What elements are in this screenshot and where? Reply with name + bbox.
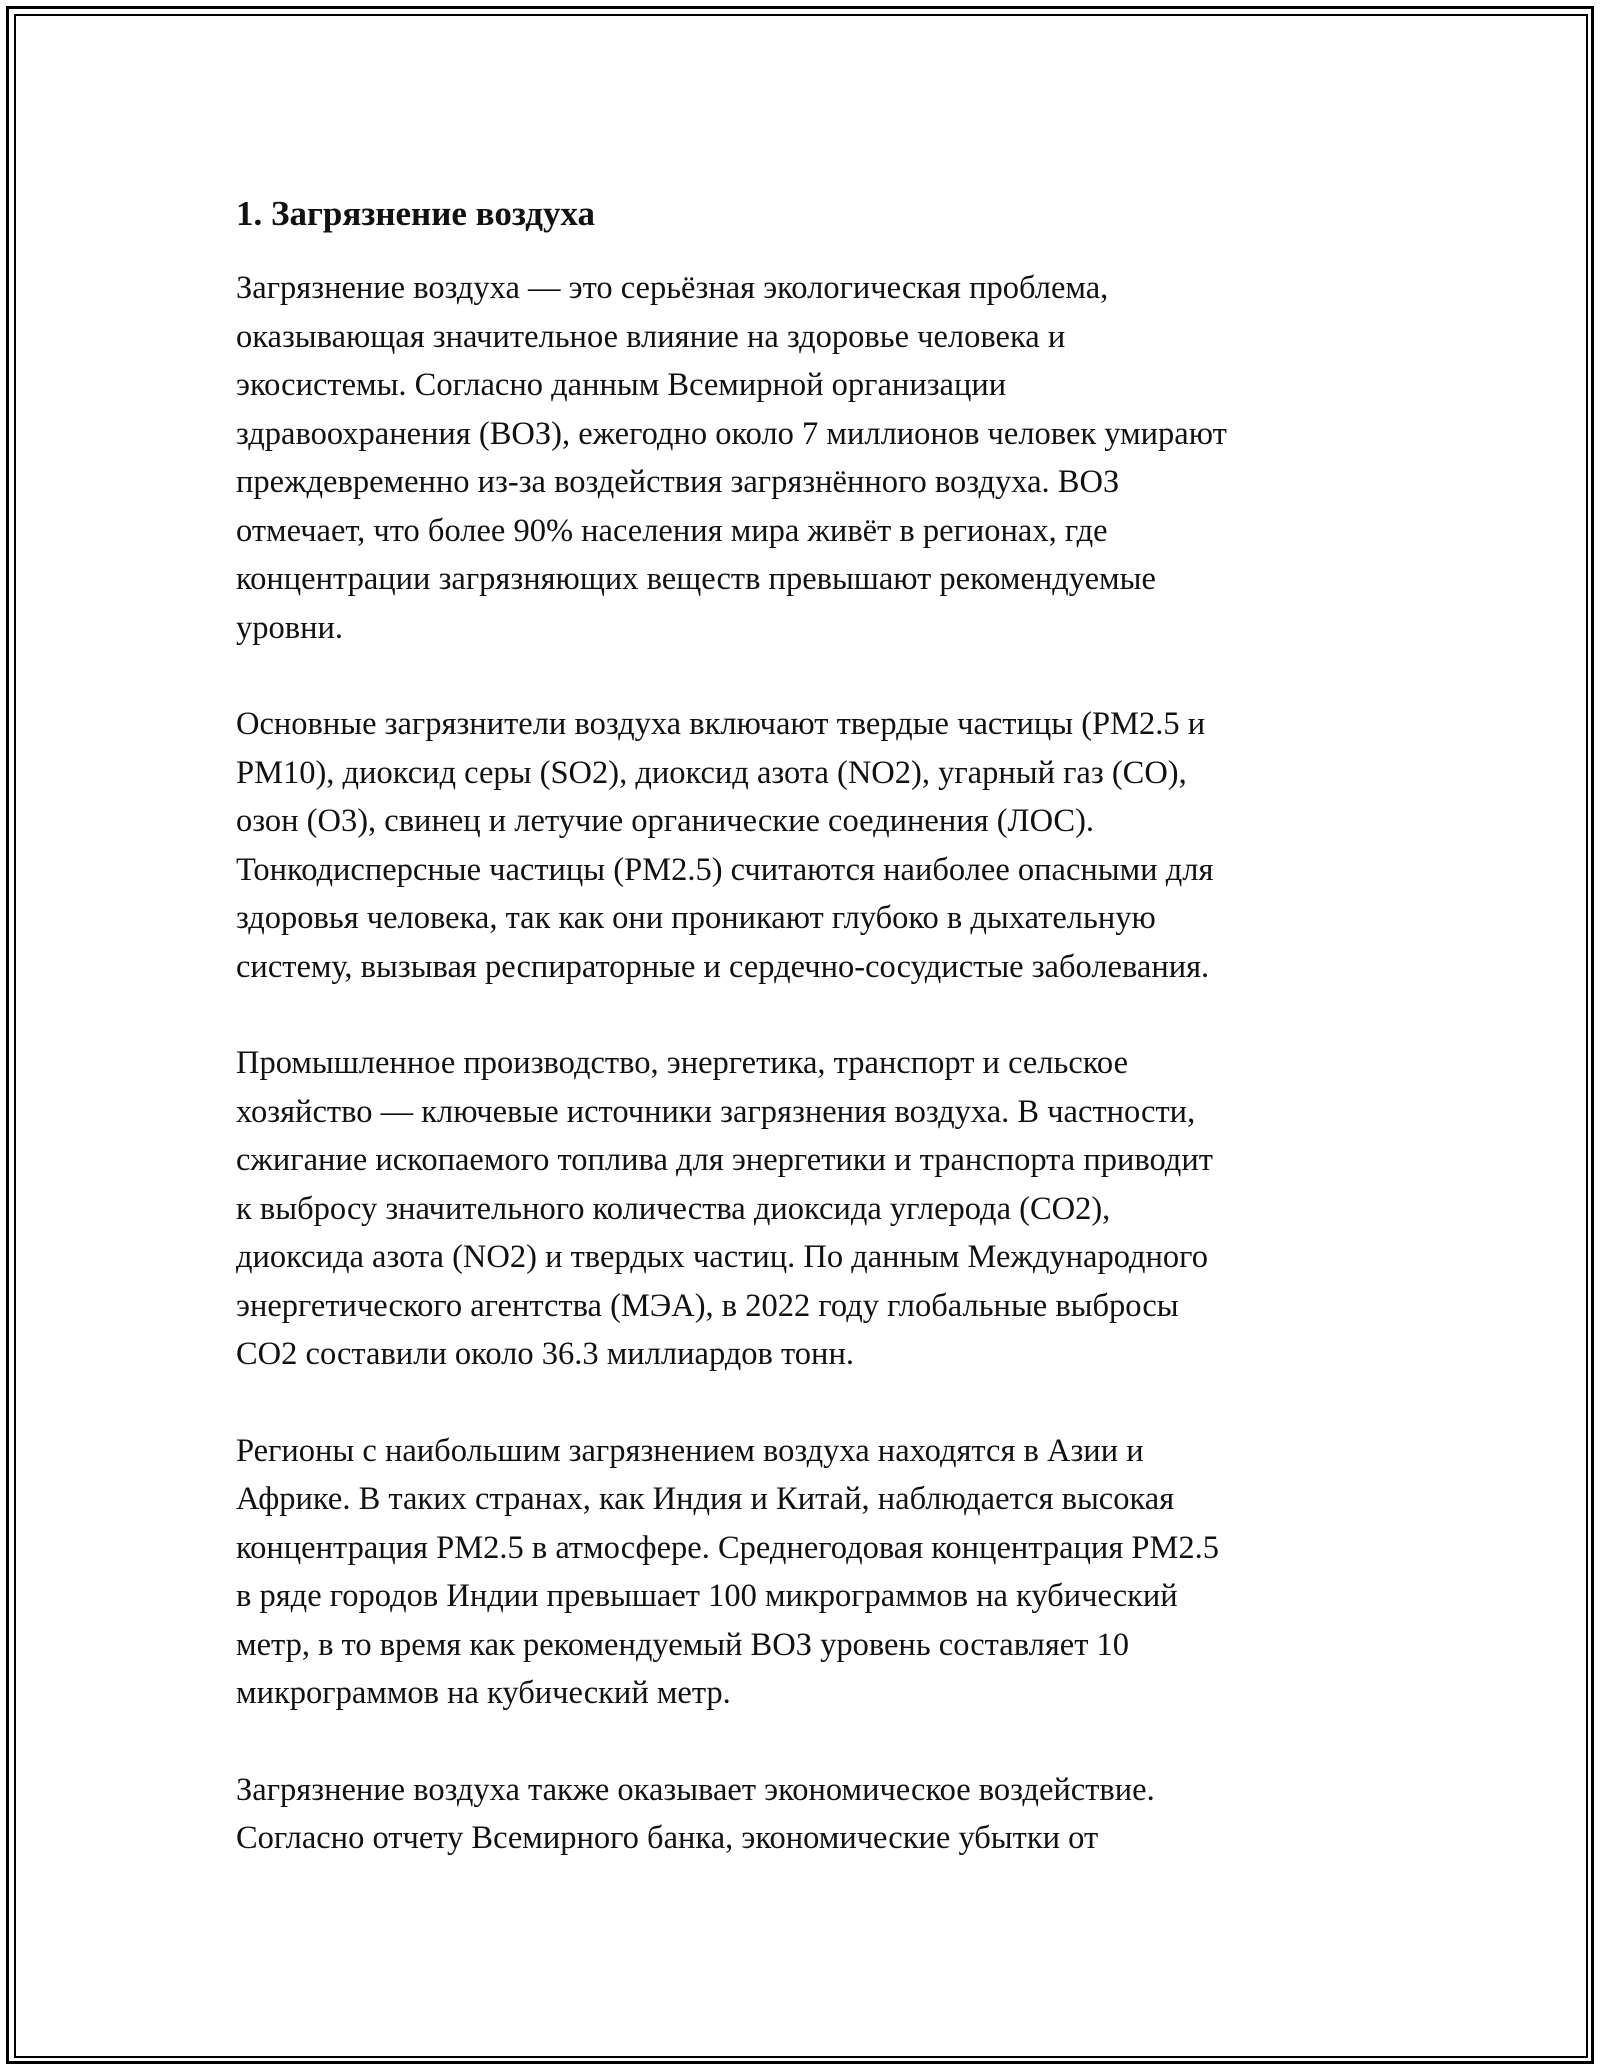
text-line: уровни.	[236, 609, 344, 646]
text-line: Промышленное производство, энергетика, транспорт и сельское	[236, 1045, 1128, 1081]
text-line: Основные загрязнители воздуха включают твердые частицы (PM2.5 и	[236, 706, 1206, 742]
document-body	[236, 186, 1376, 1911]
text-line: Согласно отчету Всемирного банка, экономические убытки от	[236, 1820, 1099, 1856]
text-line: концентрации загрязняющих веществ превышают рекомендуемые	[236, 561, 1156, 597]
text-line: PM10), диоксид серы (SO2), диоксид азота (NO2), угарный газ (CO),	[236, 754, 1187, 791]
text-line: в ряде городов Индии превышает 100 микрограммов на кубический	[236, 1578, 1178, 1614]
text-line: здоровья человека, так как они проникают глубоко в дыхательную	[236, 900, 1156, 936]
text-line: преждевременно из-за воздействия загрязнённого воздуха. ВОЗ	[236, 464, 1120, 500]
text-line: Загрязнение воздуха также оказывает экономическое воздействие.	[236, 1771, 1155, 1808]
text-line: метр, в то время как рекомендуемый ВОЗ уровень составляет 10	[236, 1626, 1130, 1663]
text-line: CO2 составили около 36.3 миллиардов тонн.	[236, 1336, 854, 1372]
text-line: сжигание ископаемого топлива для энергетики и транспорта приводит	[236, 1142, 1213, 1178]
text-line: Африке. В таких странах, как Индия и Китай, наблюдается высокая	[236, 1481, 1175, 1517]
text-line: экосистемы. Согласно данным Всемирной организации	[236, 367, 1007, 403]
text-line: диоксида азота (NO2) и твердых частиц. По данным Международного	[236, 1239, 1208, 1275]
text-line: систему, вызывая респираторные и сердечно-сосудистые заболевания.	[236, 948, 1210, 985]
paragraph-3	[236, 1039, 1376, 1379]
text-line: Регионы с наибольшим загрязнением воздуха находятся в Азии и	[236, 1432, 1144, 1469]
paragraph-2	[236, 700, 1376, 991]
text-line: оказывающая значительное влияние на здоровье человека и	[236, 318, 1066, 355]
text-line: отмечает, что более 90% населения мира живёт в регионах, где	[236, 512, 1108, 549]
paragraph-4	[236, 1427, 1376, 1718]
text-line: концентрация PM2.5 в атмосфере. Среднегодовая концентрация PM2.5	[236, 1529, 1219, 1566]
text-line: энергетического агентства (МЭА), в 2022 году глобальные выбросы	[236, 1287, 1179, 1324]
text-line: Загрязнение воздуха — это серьёзная экологическая проблема,	[236, 270, 1109, 306]
section-heading: 1. Загрязнение воздуха	[236, 194, 595, 233]
text-line: здравоохранения (ВОЗ), ежегодно около 7 миллионов человек умирают	[236, 415, 1227, 452]
text-line: Тонкодисперсные частицы (PM2.5) считаются наиболее опасными для	[236, 851, 1214, 888]
paragraph-1	[236, 264, 1376, 652]
paragraph-5	[236, 1766, 1376, 1863]
text-line: к выбросу значительного количества диоксида углерода (CO2),	[236, 1190, 1111, 1227]
text-line: озон (O3), свинец и летучие органические соединения (ЛОС).	[236, 803, 1095, 839]
text-line: хозяйство — ключевые источники загрязнения воздуха. В частности,	[236, 1093, 1196, 1130]
text-line: микрограммов на кубический метр.	[236, 1675, 731, 1711]
